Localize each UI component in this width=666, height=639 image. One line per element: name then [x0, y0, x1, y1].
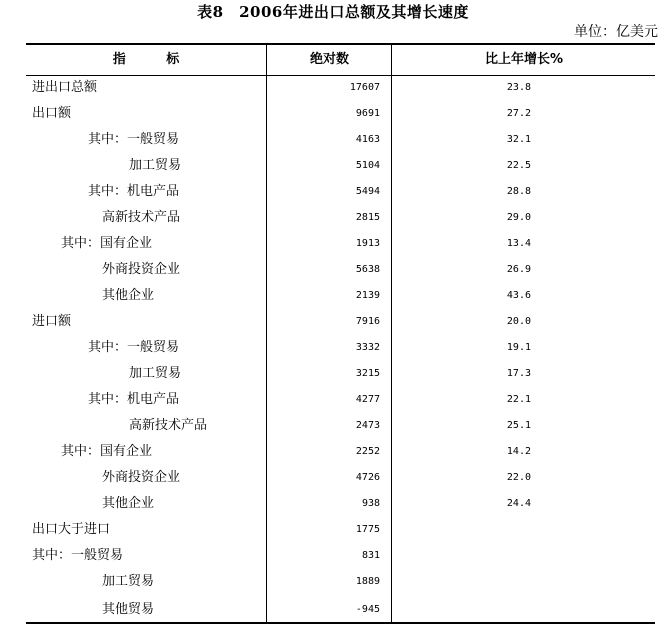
row-growth-value: 13.4 — [506, 238, 531, 249]
table-header — [26, 45, 655, 76]
row-growth-value: 22.1 — [506, 394, 531, 405]
table-row — [26, 598, 655, 624]
table-row — [26, 76, 655, 102]
header-growth: 比上年增长% — [391, 45, 656, 75]
table-row — [26, 284, 655, 310]
header-indicator: 指 标 — [112, 52, 180, 67]
row-absolute-value: 4163 — [355, 134, 380, 145]
row-absolute-value: 2473 — [355, 420, 380, 431]
row-absolute-value: 2815 — [355, 212, 380, 223]
row-label: 出口大于进口 — [32, 522, 111, 537]
row-absolute-value: 4726 — [355, 472, 380, 483]
row-absolute-value: 2139 — [355, 290, 380, 301]
table-row — [26, 388, 655, 414]
row-label: 加工贸易 — [102, 574, 155, 589]
table-row — [26, 154, 655, 180]
row-growth-value: 24.4 — [506, 498, 531, 509]
table-row — [26, 102, 655, 128]
row-growth-value: 43.6 — [506, 290, 531, 301]
table-row — [26, 518, 655, 544]
row-growth-value: 19.1 — [506, 342, 531, 353]
row-absolute-value: 1889 — [355, 576, 380, 587]
row-label: 外商投资企业 — [102, 262, 181, 277]
row-growth-value: 17.3 — [506, 368, 531, 379]
table-row — [26, 180, 655, 206]
row-label: 出口额 — [32, 106, 72, 121]
table-row — [26, 258, 655, 284]
row-label: 其中：机电产品 — [88, 184, 180, 199]
row-growth-value: 32.1 — [506, 134, 531, 145]
table-row — [26, 544, 655, 570]
row-absolute-value: 3332 — [355, 342, 380, 353]
row-absolute-value: 831 — [361, 550, 380, 561]
row-absolute-value: 17607 — [349, 82, 380, 93]
table-row — [26, 362, 655, 388]
trade-table — [26, 43, 655, 624]
row-growth-value: 22.5 — [506, 160, 531, 171]
row-absolute-value: 1913 — [355, 238, 380, 249]
row-label: 其他贸易 — [102, 602, 155, 617]
table-row — [26, 336, 655, 362]
row-absolute-value: 938 — [361, 498, 380, 509]
unit-label: 单位：亿美元 — [574, 24, 658, 40]
table-row — [26, 466, 655, 492]
row-label: 其中：国有企业 — [61, 236, 153, 251]
row-label: 进口额 — [32, 314, 72, 329]
row-label: 其他企业 — [102, 288, 155, 303]
row-growth-value: 28.8 — [506, 186, 531, 197]
row-label: 高新技术产品 — [129, 418, 208, 433]
row-absolute-value: 4277 — [355, 394, 380, 405]
row-label: 其他企业 — [102, 496, 155, 511]
row-label: 加工贸易 — [129, 366, 182, 381]
table-row — [26, 492, 655, 518]
row-label: 其中：国有企业 — [61, 444, 153, 459]
row-growth-value: 23.8 — [506, 82, 531, 93]
row-absolute-value: 9691 — [355, 108, 380, 119]
header-absolute: 绝对数 — [266, 45, 392, 75]
row-growth-value: 22.0 — [506, 472, 531, 483]
table-row — [26, 310, 655, 336]
row-label: 外商投资企业 — [102, 470, 181, 485]
row-label: 其中：机电产品 — [88, 392, 180, 407]
row-growth-value: 20.0 — [506, 316, 531, 327]
row-absolute-value: -945 — [355, 604, 380, 615]
row-absolute-value: 5494 — [355, 186, 380, 197]
table-row — [26, 206, 655, 232]
row-label: 进出口总额 — [32, 80, 98, 95]
row-growth-value: 27.2 — [506, 108, 531, 119]
row-absolute-value: 1775 — [355, 524, 380, 535]
row-label: 其中：一般贸易 — [88, 340, 180, 355]
table-row — [26, 570, 655, 596]
row-absolute-value: 5104 — [355, 160, 380, 171]
row-absolute-value: 2252 — [355, 446, 380, 457]
table-row — [26, 232, 655, 258]
row-growth-value: 29.0 — [506, 212, 531, 223]
table-row — [26, 414, 655, 440]
row-absolute-value: 3215 — [355, 368, 380, 379]
row-label: 加工贸易 — [129, 158, 182, 173]
row-growth-value: 25.1 — [506, 420, 531, 431]
row-absolute-value: 5638 — [355, 264, 380, 275]
row-growth-value: 14.2 — [506, 446, 531, 457]
row-growth-value: 26.9 — [506, 264, 531, 275]
row-label: 高新技术产品 — [102, 210, 181, 225]
table-row — [26, 128, 655, 154]
table-body — [26, 76, 655, 624]
table-row — [26, 440, 655, 466]
table-title: 表8 2006年进出口总额及其增长速度 — [197, 3, 469, 21]
row-label: 其中：一般贸易 — [32, 548, 124, 563]
row-label: 其中：一般贸易 — [88, 132, 180, 147]
row-absolute-value: 7916 — [355, 316, 380, 327]
